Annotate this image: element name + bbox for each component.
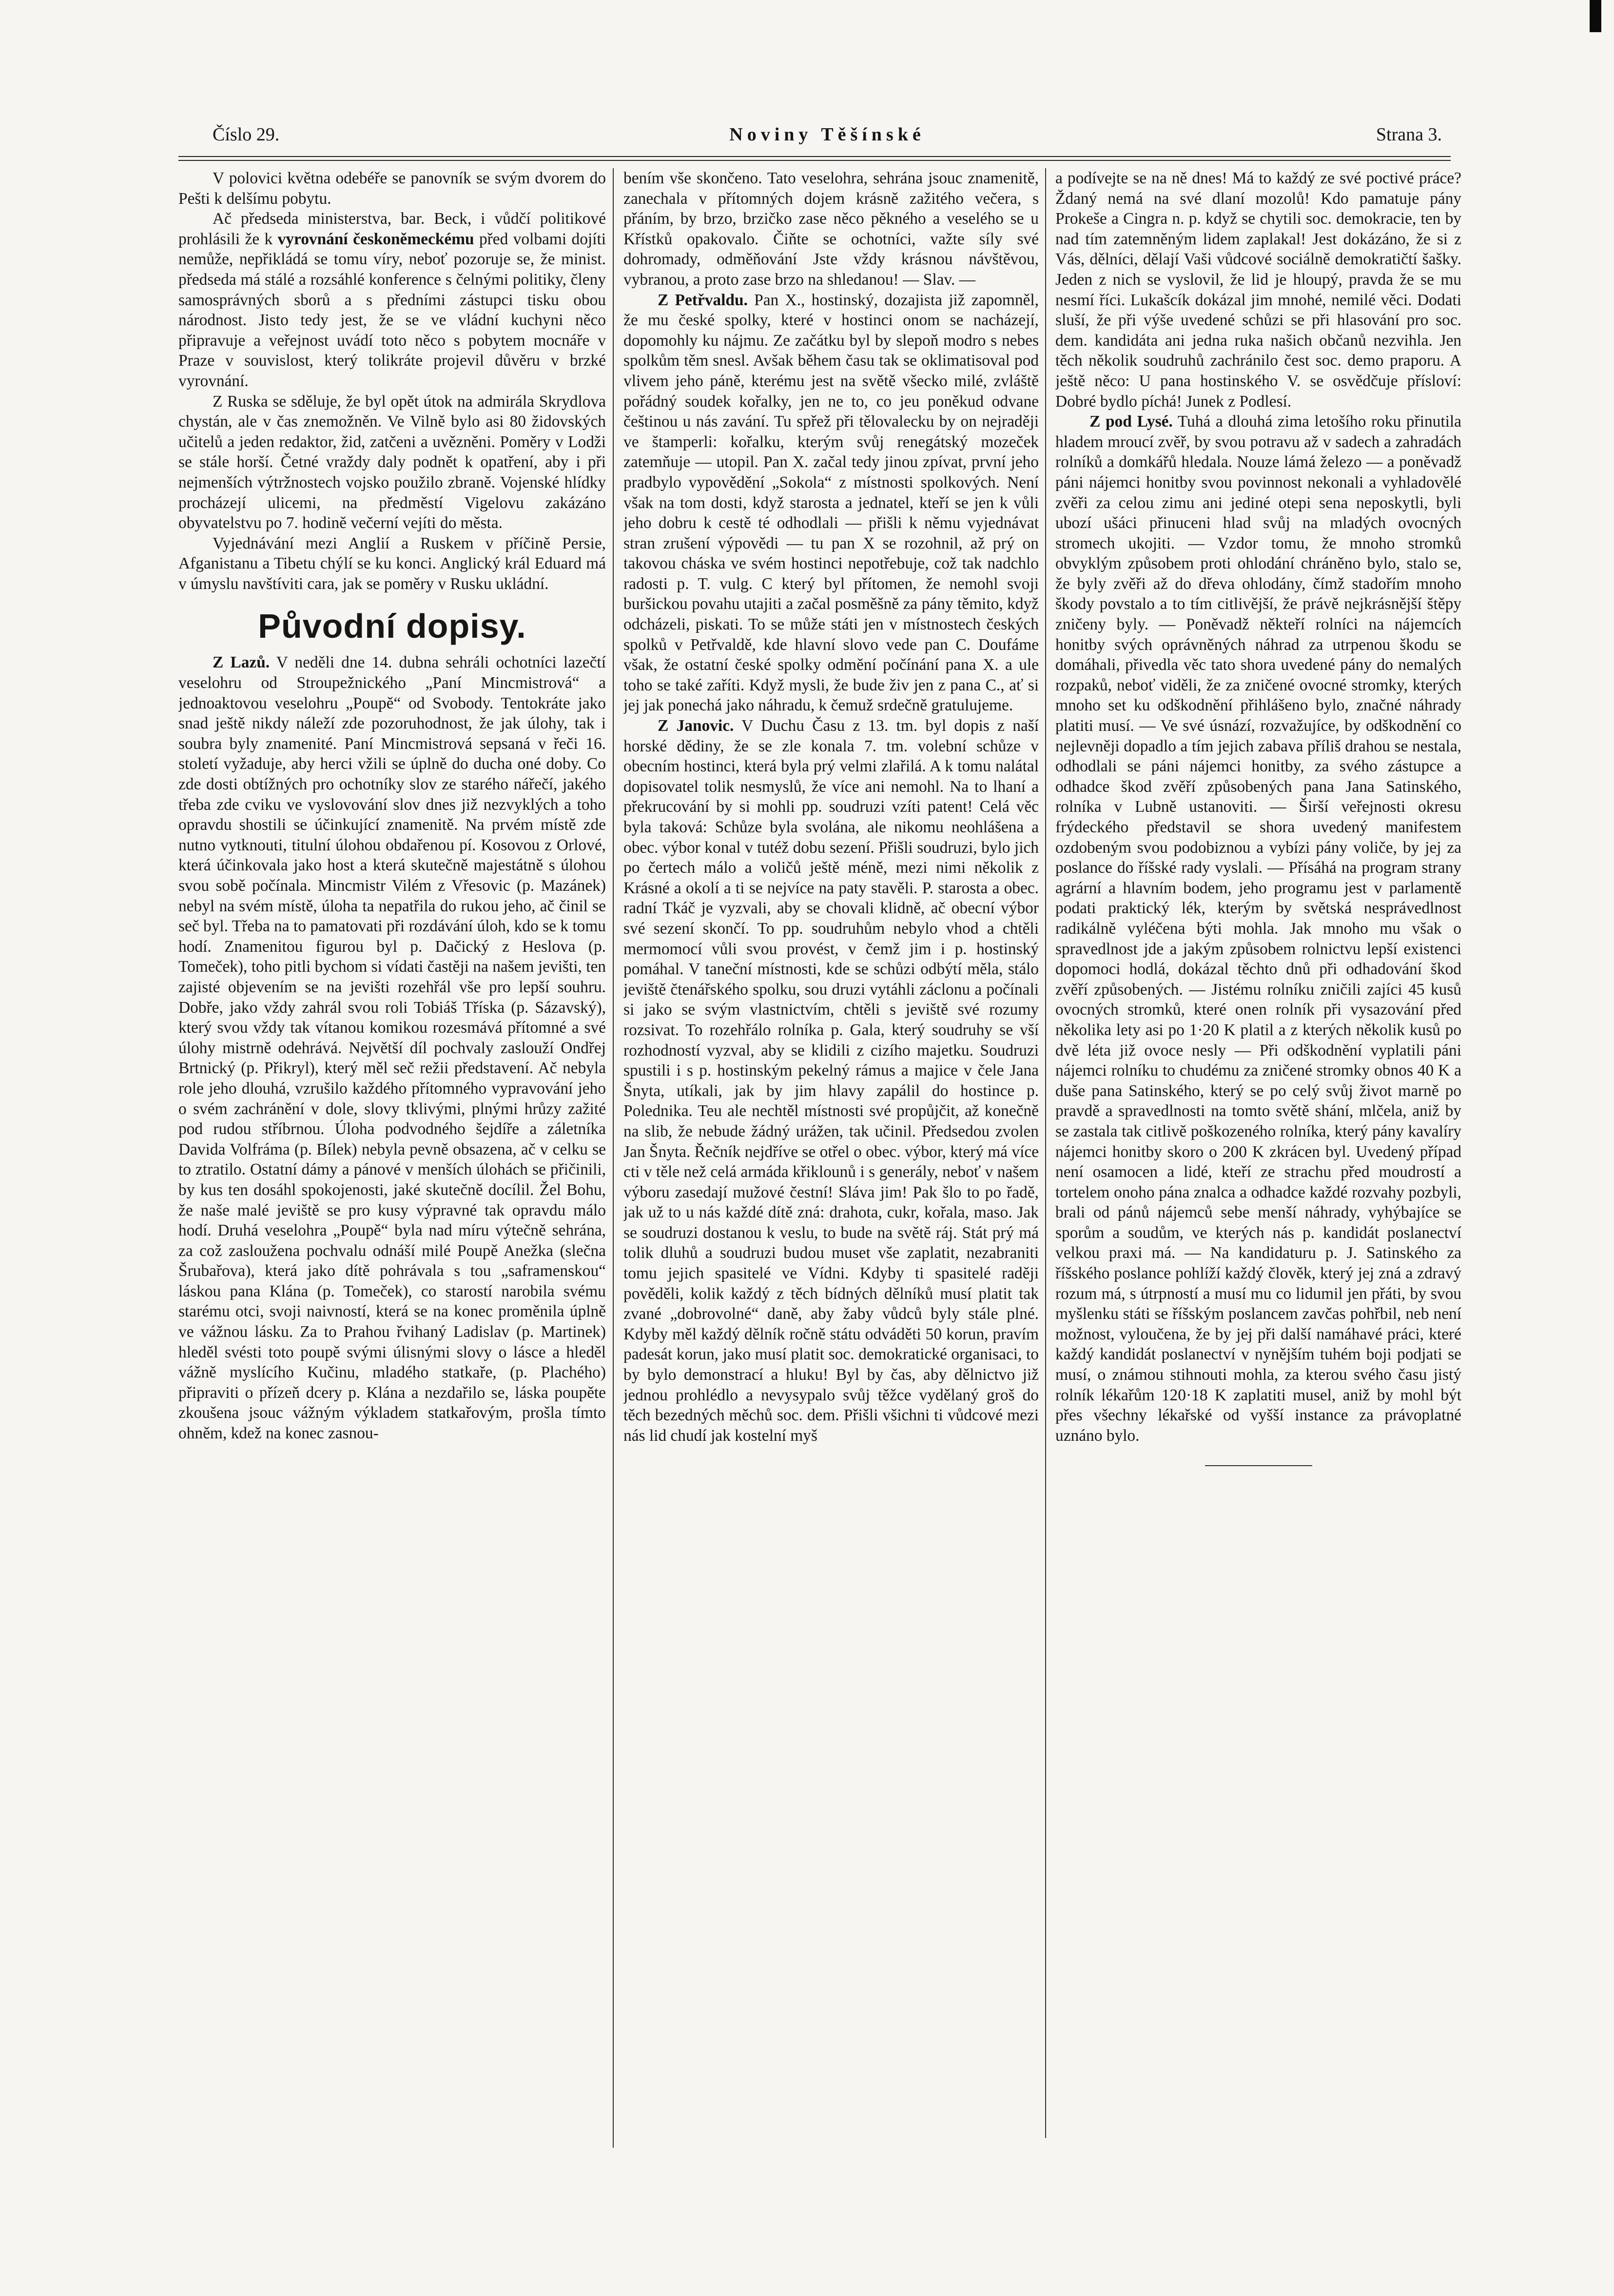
dateline: Z Lazů. — [213, 653, 270, 672]
paragraph-text: před volbami dojíti nemůže, nepřikládá se tomu víry, neboť pozoruje se, že minist. předseda má stálé a rozsáhlé konference s čelnými politiky, členy samosprávných sborů a s předními zástupci tisku obou národnost. Jisto tedy jest, že se ve vládní kuchyni něco připravuje a veřejnost uvádí toto něco s pobytem mocnáře v Praze v souvislost, který tolikráte projevil důvěru v brzké vyrovnání. — [178, 230, 606, 390]
article-paragraph — [623, 290, 1039, 716]
paragraph-text: V Duchu Času z 13. tm. byl dopis z naší horské dědiny, že se zle konala 7. tm. volební schůze v obecním hostinci, která byla prý velmi zlařilá. A k tomu nalátal dopisovatel tolik nesmyslů, že více ani nemohl. Na to lhaní a překrucování by si mohli pp. soudruzi vzíti patent! Celá věc byla taková: Schůze byla svolána, ale nikomu neohlášena a obec. výbor konal v tutéž dobu sezení. Přišli soudruzi, bylo jich po čertech málo a voličů ještě méně, mezi nimi několik z Krásné a okolí a ti se nejvíce na paty stavěli. P. starosta a obec. radní Tkáč je vyzvali, aby se chovali klidně, ač obecní výbor své sezení skončí. To pp. soudruhům nebylo vhod a chtěli mermomocí vůli svou provést, v čemž jim i p. hostinský pomáhal. V taneční místnosti, kde se schůzi odbýtí měla, stálo jeviště čtenářského spolku, sou druzi vytáhli záclonu a počínali si jako se svým vlastnictvím, chtěli s jeviště své rozumy rozsivat. To rozehřálo rolníka p. Gala, který soudruhy se vší rozhodností vyzval, aby se klidili z cizího majetku. Soudruzi spustili i s p. hostinským pekelný rámus a majice v čele Jana Šnyta, utíkali, jak by jim hlavy zapálil do hostince p. Polednika. Teu ale nechtěl místnosti své propůjčit, až konečně na slib, že nebude žádný urážen, tak učinil. Předsedou zvolen Jan Šnyta. Řečník nejdříve se otřel o obec. výbor, který má více cti v těle než celá armáda křiklounů i s generály, neboť v našem výboru zasedají mužové čestní! Sláva jim! Pak šlo to po řadě, jak už to u nás každé dítě zná: drahota, cukr, kořala, maso. Jak se soudruzi dostanou k veslu, to bude na světě ráj. Stát prý má tolik dluhů a soudruzi budou muset vše zaplatit, nezabraniti tomu jejich spasitelé ve Vídni. Kdyby ti spasitelé raději pověděli, kolik každý z těch bídných dělníků musí platit tak zvané „dobrovolné“ daně, aby žaby vůdců byly stále plné. Kdyby měl každý dělník ročně státu odváděti 50 korun, pravím padesát korun, jako musí platit soc. demokratické organisaci, to by bylo demonstrací a hluku! Byl by čas, aby dělnictvo již jednou prohlédlo a nevysypalo svůj těžce vydělaný groš do těch bezedných měchů soc. dem. Přišli všichni ti vůdcové mezi nás lid chudí jak kostelní myš — [623, 717, 1039, 1445]
article-paragraph: Vyjednávání mezi Anglií a Ruskem v příčině Persie, Afganistanu a Tibetu chýlí se ku konci. Anglický král Eduard má v úmyslu navštíviti cara, jak se poměry v Rusku ukládní. — [178, 534, 606, 593]
running-header — [213, 120, 1442, 149]
page-corner-mark — [1590, 0, 1601, 32]
dateline: Z pod Lysé. — [1089, 412, 1173, 431]
article-paragraph — [623, 716, 1039, 1446]
paragraph-text: V neděli dne 14. dubna sehráli ochotníci lazečtí veselohru od Stroupežnického „Paní Mincmistrová“ a jednoaktovou veselohru „Poupě“ od Svobody. Tentokráte jako snad ještě nikdy náleží zde pozoruhodnost, že jak úlohy, tak i soubra byly znamenité. Paní Mincmistrová sepsaná v řeči 16. století vyžaduje, aby herci vžili se úplně do ducha oné doby. Co zde dosti obtížných pro ochotníky slov ze starého nářečí, jakého třeba zde cviku ve vyslovování slov dnes již nezvyklých a toho opravdu shostili se účinkující znamenitě. Na prvém místě zde nutno vytknouti, titulní úlohou obdařenou pí. Kosovou z Orlové, která účinkovala jako host a která skutečně majestátně s úlohou svou sobě počínala. Mincmistr Vilém z Vřesovic (p. Mazánek) nebyl na svém místě, úloha ta nepatřila do rukou jeho, ač činil se seč byl. Třeba na to pamatovati při rozdávání úloh, kdo se k tomu hodí. Znamenitou figurou byl p. Dačický z Heslova (p. Tomeček), toho pitli bychom si vídati častěji na našem jevišti, ten zajisté objevením se na jevišti rozehřál vše pro lepší souhru. Dobře, jako vždy zahrál svou roli Tobiáš Tříska (p. Sázavský), který svou vždy tak vítanou komikou rozesmává přítomné a své úlohy mistrně odehrává. Největší díl pochvaly zaslouží Ondřej Brtnický (p. Přikryl), který měl seč režii představení. Ač nebyla role jeho dlouhá, vzrušilo každého přítomného vypravování jeho o svém zachránění v dole, slovy tklivými, plnými hrůzy zažité pod rudou stříbrnou. Úloha podvodného šejdíře a záletníka Davida Volfráma (p. Bílek) nebyla pevně obsazena, ač v celku se to ztratilo. Ostatní dámy a pánové v menších úlohách se přičinili, by kus ten dosáhl spokojenosti, jaké skutečně docílil. Žel Bohu, že naše malé jeviště se pro kusy výpravné tak opravdu málo hodí. Druhá veselohra „Poupě“ byla nad míru výtečně sehrána, za což zasloužena pochvalu odnáší milé Poupě Anežka (slečna Šrubařova), která jako dítě pohrávala s tou „saframenskou“ láskou pana Klána (p. Tomeček), co starostí narobila svému starému otci, svoji naivností, která se na konec proměnila úplně ve vážnou lásku. Za to Prahou řvihaný Ladislav (p. Martinek) hleděl svésti toto poupě svými úlisnými slovy o lásce a hleděl vážně myslícího Kučinu, mladého statkaře, (p. Plachého) připraviti o přízeň dcery p. Klána a nezdařilo se, láska poupěte zkoušena jsouc vážným výkladem statkařovým, prošla tímto ohněm, kdež na konec zasnou- — [178, 653, 606, 1443]
column-divider — [1045, 168, 1046, 2138]
column-2 — [623, 168, 1039, 2221]
emphasis-text: vyrovnání českoněmeckému — [277, 230, 474, 248]
article-paragraph — [1055, 412, 1461, 1446]
article-paragraph — [178, 652, 606, 1443]
column-1 — [178, 168, 606, 2221]
dateline: Z Janovic. — [658, 717, 734, 735]
header-rule — [178, 156, 1451, 161]
section-heading: Původní dopisy. — [258, 607, 526, 646]
article-paragraph: V polovici května odebéře se panovník se svým dvorem do Pešti k delšímu pobytu. — [178, 169, 606, 208]
article-end-rule — [1205, 1465, 1312, 1466]
article-paragraph: Z Ruska se sděluje, že byl opět útok na admirála Skrydlova chystán, ale v čas znemožněn. Ve Vilně bylo asi 80 židovských učitelů a jeden redaktor, žid, zatčeni a uvězněni. Poměry v Lodži se stále horší. Četné vraždy daly podnět k opatření, aby i při nejmenších výtržnostech vojsko použilo zbraně. Vojenské hlídky procházejí ulicemi, na předměstí Vigelovu zakázáno obyvatelstvu po 7. hodině večerní vejíti do města. — [178, 392, 606, 532]
newspaper-title: Noviny Těšínské — [729, 124, 925, 145]
article-paragraph — [178, 209, 606, 391]
paragraph-text: Tuhá a dlouhá zima letošího roku přinutila hladem mroucí zvěř, by svou potravu až v sadech a zahradách rolníků a domkářů hledala. Nouze lámá železo — a poněvadž páni nájemci honitby svou povinnost nekonali a vyhladovělé zvěři za celou zimu ani jediné otepi sena neposkytli, byli ubozí ušáci přinuceni hlad svůj na mladých ovocných stromech ukojiti. — Vzdor tomu, že mnoho stromků obvyklým způsobem proti ohlodání chráněno bylo, stalo se, že byly zvěři až do dřeva ohlodány, čímž stadořím mnoho škody povstalo a to tím citlivější, že právě nejkrásnější štěpy zničeny byly. — Poněvadž někteří rolníci na nájemcích honitby svých oprávněných náhrad za utrpenou škodu se domáhali, přivedla věc tato shora uvedené pány do nemalých rozpaků, neboť viděli, že za zničené ovocné stromky, kterých mnoho set ku odškodnění přihlášeno bylo, značné náhrady platiti musí. — Ve své úsnází, rozvažujíce, by odškodnění co nejlevněji dopadlo a tím jejich zabava příliš drahou se nestala, odhodlali se páni nájemci honitby, za svého zástupce a odhadce škod zvěří způsobených pana Jana Satinského, rolníka v Lubně ustanoviti. — Širší veřejnosti okresu frýdeckého představil se shora uvedený manifestem ozdobeným svou podobiznou a vybízi pány voliče, by jej za poslance do říšské rady vyslali. — Přísáhá na program strany agrární a hlavním bodem, jeho programu jest v parlamentě podati praktický lék, kterým by světská nesprávedlnost radikálně vyléčena býti mohla. Jak mnoho mu však o spravedlnost jde a jakým způsobem rolnictvu lepší existenci dopomoci hodlá, dokázal těchto dnů při odhadování škod zvěří způsobených. — Jistému rolníku zničili zajíci 45 kusů ovocných stromků, které onen rolník při vysazování před několika lety asi po 1·20 K platil a z kterých několik kusů po dvě léta již ovoce nesly — Při odškodnění vyplatili páni nájemci rolníku to chudému za zničené stromky obnos 40 K a duše pana Satinského, který se po celý svůj život marně po pravdě a spravedlnosti na tomto světě shání, mlčela, aniž by se zastala tak citlivě poškozeného rolníka, který pány kavalíry nájemci honitby skoro o 200 K zkrácen byl. Uvedený případ není osamocen a lidé, kteří ze strachu před moudrostí a tortelem onoho pána znalca a odhadce každé rozvahy pozbyli, brali od pánů nájemců sebe menší náhrady, vyhýbajíce se sporům a soudům, ve kterých nás p. kandidát poslanectví velkou praxi má. — Na kandidaturu p. J. Satinského za říšského poslance pohlíží každý člověk, který jej zná a zdravý rozum má, s útrpností a musí mu co lidumil jen přáti, by svou myšlenku státi se říšským poslancem zavčas pohřbil, neb není možnost, vyloučena, že by jej při další namáhavé práci, které každý kandidát poslanectví v nynějším tuhém boji podjati se musí, o známou stihnouti mohla, za kterou svého času jistý rolník lékařům 120·18 K zaplatiti musel, aniž by mohl být přes všechny lékařské od vyšší instance za právoplatné uznáno bylo. — [1055, 412, 1461, 1445]
article-paragraph: bením vše skončeno. Tato veselohra, sehrána jsouc znamenitě, zanechala v přítomných dojem krásně zažitého večera, s přáním, by brzo, brzičko zase něco pěkného a veselého se u Křístků opakovalo. Čiňte se ochotníci, važte síly své dohromady, odměňování Jste vždy krásnou návštěvou, vybranou, a proto zase brzo na shledanou! — Slav. — — [623, 169, 1039, 289]
issue-number: Číslo 29. — [213, 124, 280, 145]
article-paragraph: a podívejte se na ně dnes! Má to každý ze své poctivé práce? Ždaný nemá na své dlaní mozolů! Kdo pamatuje pány Prokeše a Cingra n. p. když se chytili soc. demokracie, ten by nad tím zatemněným lidem zaplakal! Jest dokázáno, že si z Vás, dělníci, dělají Vaši vůdcové sociálně demokratičtí šašky. Jeden z nich se vyslovil, že lid je hloupý, pravda že se mu nesmí říci. Lukašcík dokázal jim mnohé, nemilé věci. Dodati sluší, že při výše uvedené schůzi se při hlasování pro soc. dem. kandidáta ani jedna ruka našich občanů nezvihla. Jen těch několik soudruhů zachránilo čest soc. demo praporu. A ještě něco: U pana hostinského V. se osvědčuje přísloví: Dobré bydlo píchá! Junek z Podlesí. — [1055, 169, 1461, 411]
column-3 — [1055, 168, 1461, 2221]
paragraph-text: Ač předseda ministerstva, bar. Beck, i vůdčí politikové prohlásili že k — [178, 210, 606, 248]
paragraph-text: Pan X., hostinský, dozajista již zapomněl, že mu české spolky, které v hostinci onom se nacházejí, dopomohly ku nájmu. Ze začátku byl by slepoň modro s nebes spolkům těm snesl. Avšak během času tak se oklimatisoval pod vlivem jeho páně, kterému jest na světě všecko milé, zvláště pořádný soudek kořalky, jen ne to, co jeu poněkud odvane češtinou u nás zavání. Tu spřež při tělovalecku by on nejraději ve štamperli: kořalku, kterým svůj renegátský mozeček zatemňuje — utopil. Pan X. začal tedy jinou zpívat, první jeho pradbylo vypovědění „Sokola“ z místnosti spolkových. Není však na tom dosti, když starosta a jednatel, kteří se jen k vůli jeho dobru k cestě té odhodlali — přišli k němu vyjednávat stran zrušení výpovědi — tu pan X se rozohnil, až prý on takovou cháska ve svém hostinci nepotřebuje, což tak nadchlo radosti p. T. vulg. C který byl přítomen, že nemohl svoji buršickou povahu utajiti a začal posměšně za pány těmito, když odcházeli, piskati. To se může státi jen v místnostech českých spolků v Petřvaldě, kde hlavní slovo vede pan C. Doufáme však, že ostatní české spolky odmění počínání pana X. a ule toho se také zaříti. Když mysli, že bude živ jen z pana C., ať si jej jak ponechá jako náhradu, k čemuž srdečně gratulujeme. — [623, 291, 1039, 715]
dateline: Z Petřvaldu. — [658, 291, 748, 309]
page-number: Strana 3. — [1376, 124, 1442, 145]
column-divider — [613, 168, 614, 2148]
